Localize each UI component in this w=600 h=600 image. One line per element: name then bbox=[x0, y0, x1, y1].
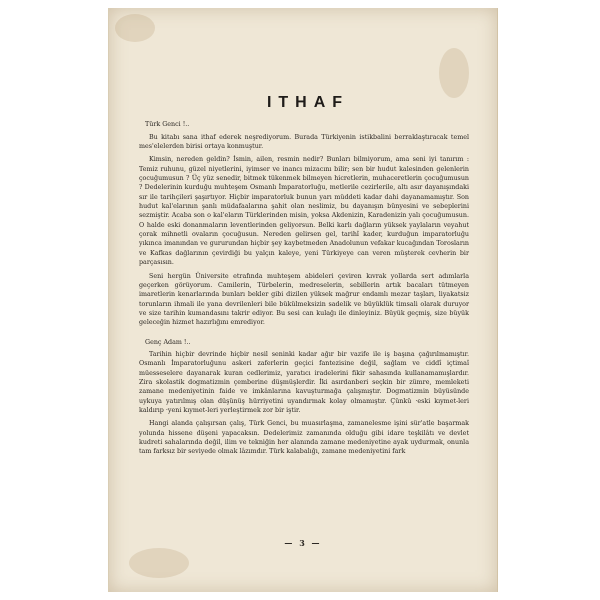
page-number: — 3 — bbox=[284, 538, 322, 548]
paragraph: Hangi alanda çalışırsan çalış, Türk Genci, bu muasırlaşma, zamanelesme işini sür'atle başarmak yolunda hissene düşeni yapacaksın. Dedelerimiz zamanında olduğu gibi idare teşkilâtı ve devlet kudreti sahalarında değil, ilim ve tekniğin her alanında zamane medeniyetine ayak uydurmak, onunla tam farksız bir seviyede olmak lâzımdır. Türk kalabalığı, zamane medeniyetini fark bbox=[139, 420, 469, 456]
stain bbox=[129, 548, 189, 578]
page-title: ITHAF bbox=[266, 94, 350, 111]
stain bbox=[439, 48, 469, 98]
stain bbox=[115, 14, 155, 42]
paragraph: Seni hergün Üniversite etrafında muhteşem abideleri çeviren kıvrak yollarda sert adımlarla geçerken görüyorum. Camilerin, Türbelerin, medreselerin, sebillerin artık bacaları tütmeyen imaretlerin kenarlarında bunları bekler gibi dizilen yüksek mağrur endamlı mezar taşları, liyakatsiz torunların ihmali ile yana devrilenleri bile bükülmeksizin sadelik ve büyüklük timsali olarak duruyor ve size tarihin kumandasını takrir ediyor. Bu sesi can kulağı ile dinleyiniz. Büyük geçmiş, size büyük geleceğin hizmet hazırlığını emrediyor. bbox=[139, 272, 469, 327]
paragraph: Bu kitabı sana ithaf ederek neşrediyorum. Burada Türkiyenin istikbalini berraklaştıracak temel mes'elelerden birisi ortaya konmuştur. bbox=[139, 133, 469, 151]
paragraph: Kimsin, nereden geldin? İsmin, ailen, resmin nedir? Bunları bilmiyorum, ama seni iyi tanırım : Temiz ruhunu, güzel niyetlerini, iyimser ve inancı mizacını bilir; sen bir hudut kalesinden gelenlerin çocuğumusun ? Üç yüz senedir, bitmek tükenmek bilmeyen hicretlerin, muhaceretlerin çocuğumusun ? Dedelerinin kurduğu muhteşem Osmanlı İmparatorluğu, metlerile cezirlerile, altı asır dayanışındaki sır ile tarihçileri şaşırtıyor. Hiçbir imparatorluk bunun yarı müddeti kadar dahi dayanamamıştır. Son hudut kal'elarının şanlı müdafaalarına şahit olan neslimiz, bu dayanışın bünyesini ve sebeplerini sezmiştir. Acaba son o kal'eların Türklerinden misin, yoksa Akdenizin, Karadenizin yalı çocuğumusun. O halde eski donanmaların leventlerinden geliyorsun. Belki karlı dağların yüksek yaylaların veyahut çorak mihnetli ovaların çocuğusun. Nereden gelirsen gel, tarihî kader, kurduğun imparatorluğu yıkınca imanından ve gururundan hiçbir şey kaybetmeden Anadolunun vefakar kucağından Torosların ve Kafkas dağlarının çevirdiği bu yalçın kaleye, yeni Türkiyeye can veren müşterek cevherin bir parçasısın. bbox=[139, 156, 469, 267]
document-page bbox=[108, 8, 498, 592]
paragraph: Tarihin hiçbir devrinde hiçbir nesil seninki kadar ağır bir vazife ile iş başına çağırılmamıştır. Osmanlı İmparatorluğunu askeri zaferlerin geçici fantezisine değil, sağlam ve ciddî içtimaî müesseselere dayanarak kuran cedlerimiz, yaratıcı iradelerini fikir sahasında kullanamamışlardır. Zira skolastik dogmatizmin çemberine düşmüşlerdir. İki asırdanberi seçkin bir zümre, memleketi zamane medeniyetinin faide ve imkânlarına kavuşturmağa çalışmıştır. Dogmatizmin büyüsünde uykuya yatırılmış olan düşünüş hürriyetini uyandırmak kolay olmamıştır. Çünkü ·eski kıymet-leri kaldırıp ·yeni kıymet-leri yerleştirmek zor bir iştir. bbox=[139, 350, 469, 414]
page-content bbox=[139, 94, 469, 461]
salutation-turk-genci: Türk Genci !.. bbox=[145, 121, 190, 129]
salutation-genc-adam: Genç Adam !.. bbox=[145, 338, 191, 346]
